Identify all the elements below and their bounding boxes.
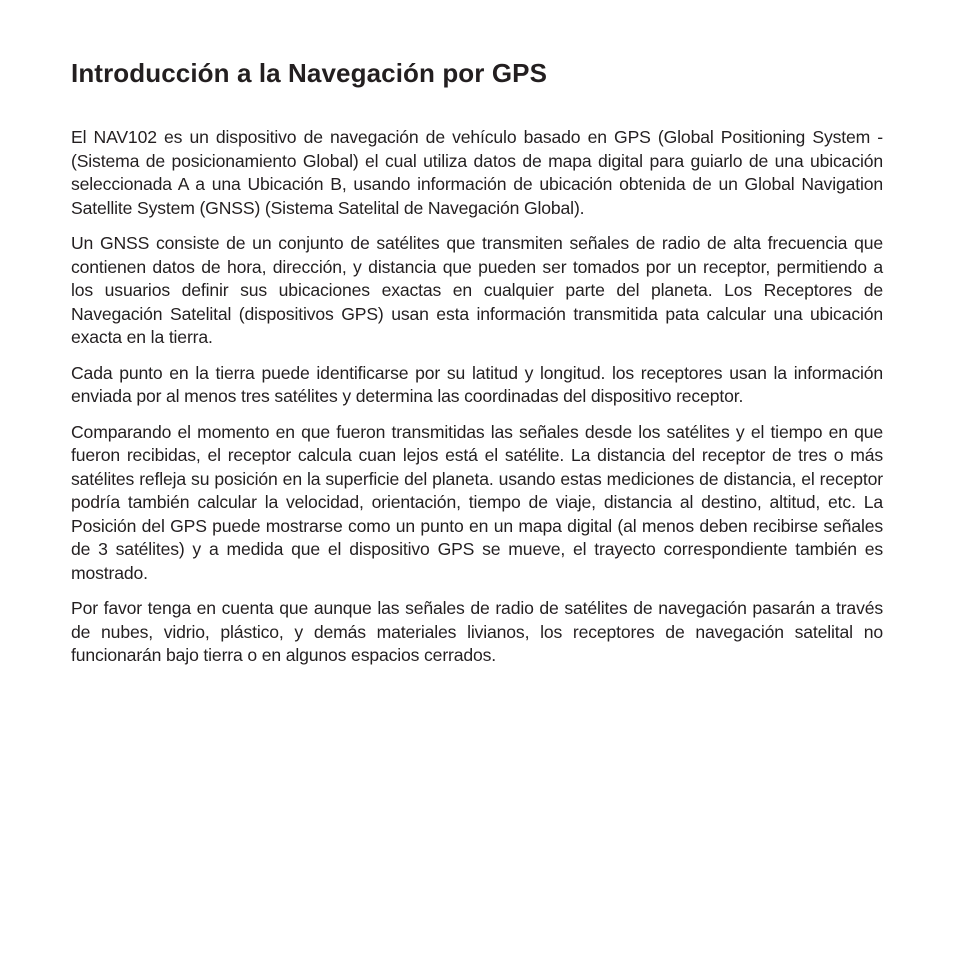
page-title: Introducción a la Navegación por GPS	[71, 58, 548, 88]
document-page	[71, 56, 883, 680]
paragraph-intro: El NAV102 es un dispositivo de navegación de vehículo basado en GPS (Global Positioning System - (Sistema de posicionamiento Global) el cual utiliza datos de mapa digital para guiarlo de una ubicación seleccionada A a una Ubicación B, usando información de ubicación obtenida de un Global Navigation Satellite System (GNSS) (Sistema Satelital de Navegación Global).	[71, 127, 883, 218]
paragraph-distance: Comparando el momento en que fueron transmitidas las señales desde los satélites y el tiempo en que fueron recibidas, el receptor calcula cuan lejos está el satélite. La distancia del receptor de tres o más satélites refleja su posición en la superficie del planeta. usando estas mediciones de distancia, el receptor podría también calcular la velocidad, orientación, tiempo de viaje, distancia al destino, altitud, etc. La Posición del GPS puede mostrarse como un punto en un mapa digital (al menos deben recibirse señales de 3 satélites) y a medida que el dispositivo GPS se mueve, el trayecto correspondiente también es mostrado.	[71, 421, 883, 583]
paragraph-coordinates: Cada punto en la tierra puede identificarse por su latitud y longitud. los receptores usan la información enviada por al menos tres satélites y determina las coordinadas del dispositivo receptor.	[71, 362, 883, 406]
body-text	[71, 126, 883, 668]
paragraph-limitations: Por favor tenga en cuenta que aunque las señales de radio de satélites de navegación pasarán a través de nubes, vidrio, plástico, y demás materiales livianos, los receptores de navegación satelital no funcionarán bajo tierra o en algunos espacios cerrados.	[71, 598, 883, 665]
paragraph-gnss: Un GNSS consiste de un conjunto de satélites que transmiten señales de radio de alta frecuencia que contienen datos de hora, dirección, y distancia que pueden ser tomados por un receptor, permitiendo a los usuarios definir sus ubicaciones exactas en cualquier parte del planeta. Los Receptores de Navegación Satelital (dispositivos GPS) usan esta información transmitida pata calcular una ubicación exacta en la tierra.	[71, 233, 883, 347]
